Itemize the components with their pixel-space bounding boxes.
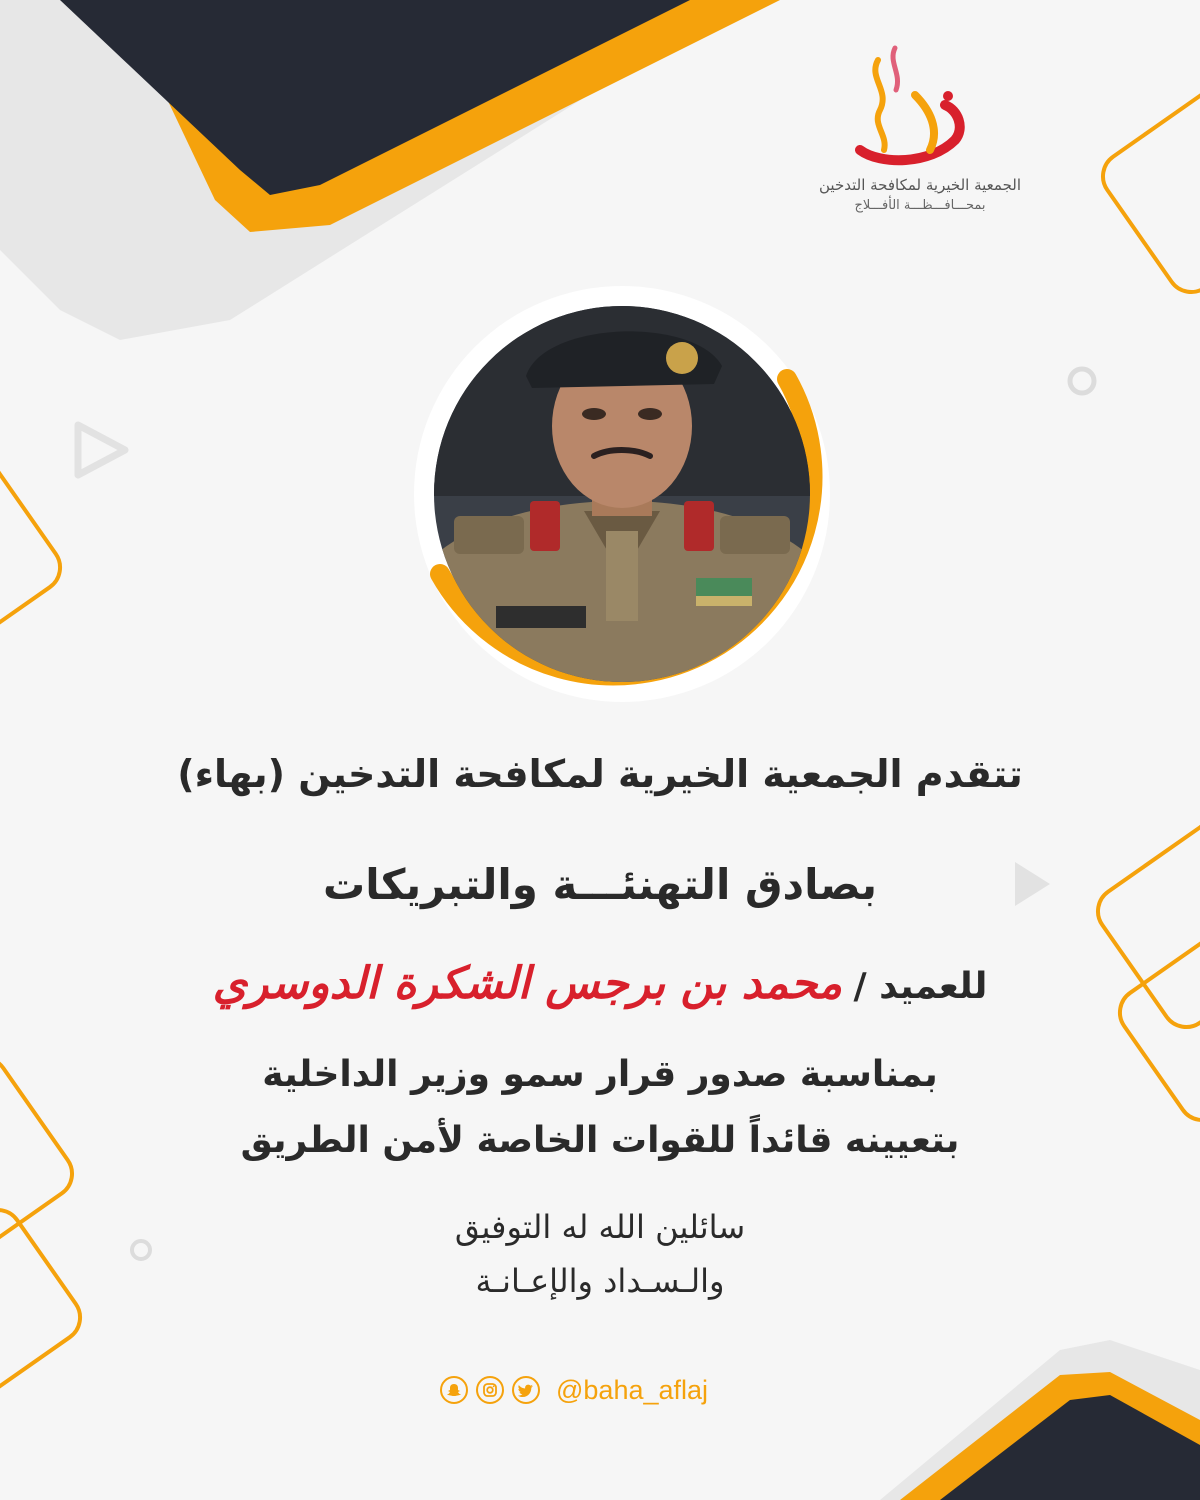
triangle-decoration-left: [78, 425, 125, 475]
recipient-title: للعميد /: [853, 966, 988, 1007]
outline-square-right-mid1: [1089, 814, 1200, 1037]
instagram-icon[interactable]: [476, 1376, 504, 1404]
organization-location: بمحـــافـــظـــة الأفـــلاج: [854, 198, 986, 213]
officer-portrait: [434, 306, 810, 682]
officer-photo: [434, 306, 810, 682]
greeting-intro: تتقدم الجمعية الخيرية لمكافحة التدخين (بهاء): [177, 752, 1023, 796]
outline-square-left-bottom2: [0, 1201, 89, 1410]
organization-name: الجمعية الخيرية لمكافحة التدخين: [819, 176, 1021, 194]
outline-square-right-top: [1094, 79, 1200, 302]
portrait-frame: [412, 284, 832, 704]
outline-square-left-mid: [0, 451, 69, 660]
appointment-line: بتعيينه قائداً للقوات الخاصة لأمن الطريق: [240, 1120, 960, 1161]
logo-mark: [860, 48, 960, 160]
occasion-line: بمناسبة صدور قرار سمو وزير الداخلية: [262, 1054, 938, 1095]
outline-square-left-bottom1: [0, 1049, 81, 1272]
prayer-line2: والـسـداد والإعـانـة: [475, 1262, 725, 1300]
social-bar: [440, 1370, 708, 1410]
twitter-icon[interactable]: [512, 1376, 540, 1404]
outline-square-right-mid2: [1111, 921, 1200, 1130]
recipient-line: [100, 958, 1100, 1009]
recipient-name: محمد بن برجس الشكرة الدوسري: [212, 958, 843, 1009]
prayer-line1: سائلين الله له التوفيق: [454, 1208, 746, 1246]
circle-decoration-right: [1070, 369, 1094, 393]
greeting-congratulations: بصادق التهنئـــة والتبريكات: [323, 860, 877, 909]
snapchat-icon[interactable]: [440, 1376, 468, 1404]
social-handle[interactable]: @baha_aflaj: [556, 1374, 709, 1405]
